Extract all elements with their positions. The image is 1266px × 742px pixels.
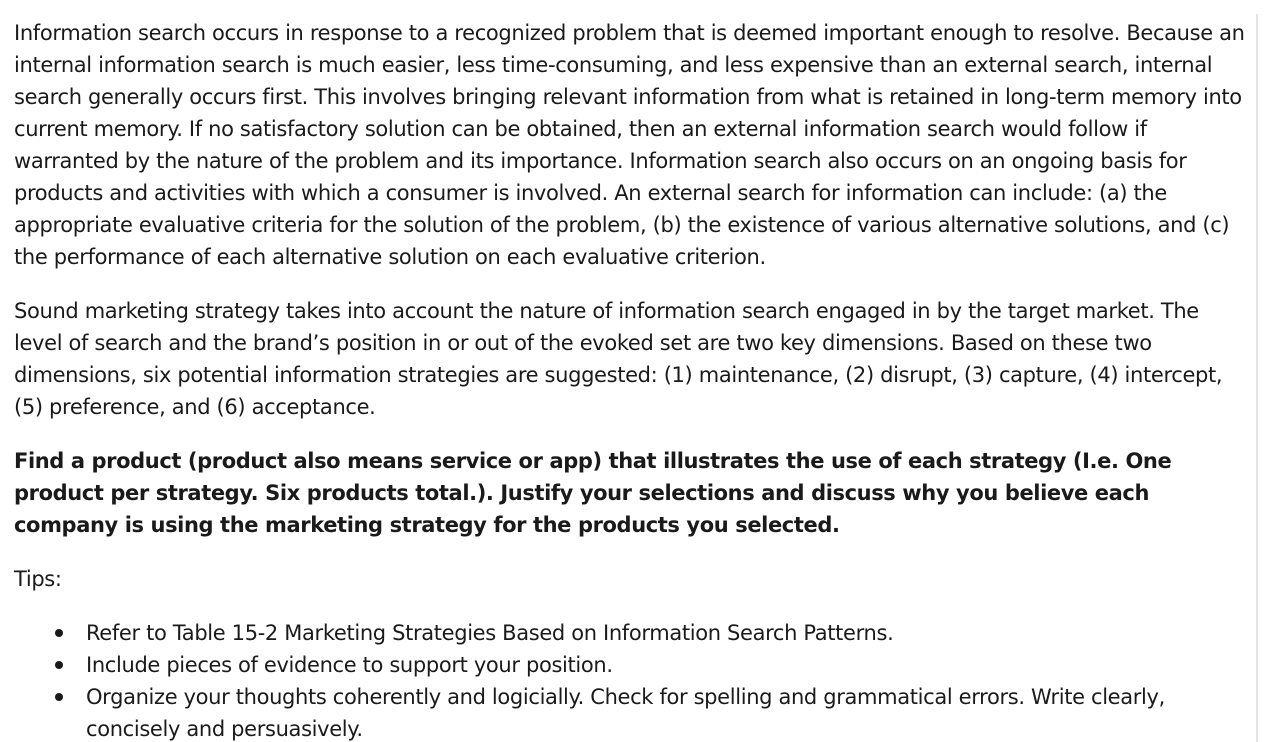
paragraph-assignment-prompt — [14, 445, 1252, 541]
list-item — [86, 649, 1252, 681]
bullet-icon — [55, 661, 63, 669]
document-body — [14, 17, 1252, 742]
tip-text: Refer to Table 15-2 Marketing Strategies Based on Information Search Patterns. — [86, 621, 894, 645]
tips-heading: Tips: — [14, 567, 62, 591]
list-item — [86, 681, 1252, 742]
paragraph-marketing-strategy: Sound marketing strategy takes into account the nature of information search engaged in by the target market. The level of search and the brand’s position in or out of the evoked set are two key dimensions. Based on these two dimensions, six potential information strategies are suggested: (1) maintenance, (2) disrupt, (3) capture, (4) intercept, (5) preference, and (6) acceptance. — [14, 299, 1223, 419]
bullet-icon — [55, 629, 63, 637]
tip-text: Organize your thoughts coherently and logicially. Check for spelling and grammatical errors. Write clearly, concisely and persuasively. — [86, 685, 1165, 741]
assignment-prompt-bold: Find a product (product also means service or app) that illustrates the use of each strategy (I.e. One product per strategy. Six products total.). Justify your selections and discuss why you believe each company is using the marketing strategy for the products you selected. — [14, 449, 1172, 537]
scrollbar-track[interactable] — [1256, 14, 1258, 742]
bullet-icon — [55, 693, 63, 701]
paragraph-information-search: Information search occurs in response to a recognized problem that is deemed important enough to resolve. Because an internal information search is much easier, less time-consuming, and less expensive than an external search, internal search generally occurs first. This involves bringing relevant information from what is retained in long-term memory into current memory. If no satisfactory solution can be obtained, then an external information search would follow if warranted by the nature of the problem and its importance. Information search also occurs on an ongoing basis for products and activities with which a consumer is involved. An external search for information can include: (a) the appropriate evaluative criteria for the solution of the problem, (b) the existence of various alternative solutions, and (c) the performance of each alternative solution on each evaluative criterion. — [14, 21, 1245, 269]
tips-list — [14, 617, 1252, 742]
list-item — [86, 617, 1252, 649]
tip-text: Include pieces of evidence to support your position. — [86, 653, 613, 677]
